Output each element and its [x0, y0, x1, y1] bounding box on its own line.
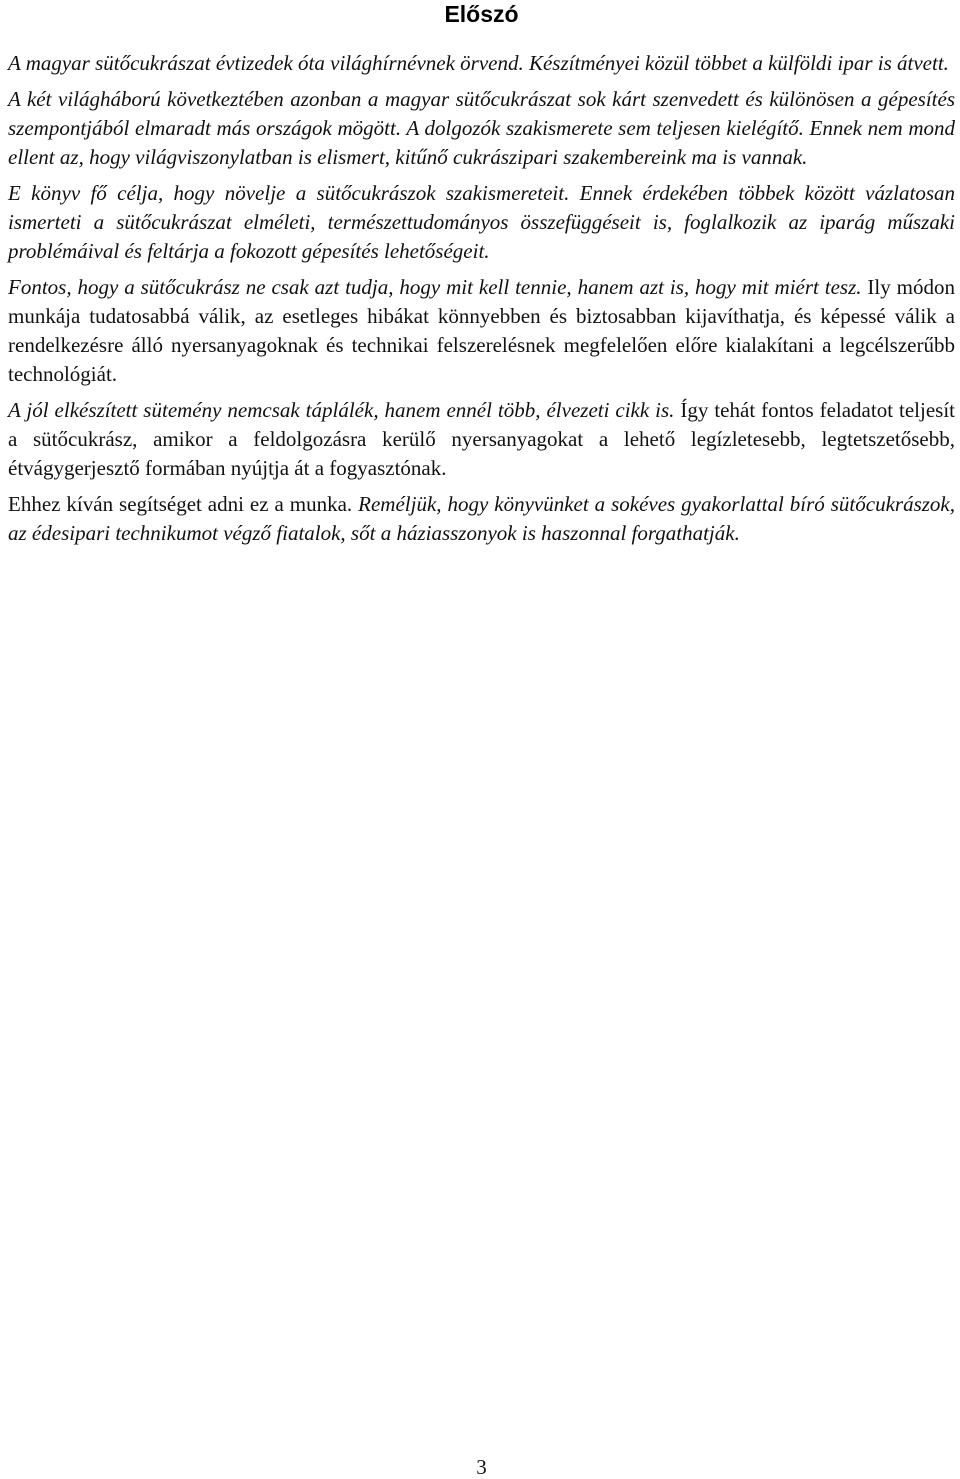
- paragraph-2: [8, 85, 955, 172]
- page-title: Előszó: [444, 1, 519, 27]
- paragraph-3-segment-1: E könyv fő célja, hogy növelje a sütőcukrászok szakismereteit.: [8, 181, 570, 205]
- paragraph-5-segment-1: A jól elkészített sütemény nemcsak táplálék, hanem ennél több, élvezeti cikk is.: [8, 398, 675, 422]
- paragraph-6: [8, 490, 955, 548]
- paragraph-1: [8, 49, 955, 78]
- page-number: 3: [476, 1455, 487, 1479]
- paragraph-4-segment-2: Ily módon munkája tudatosabbá válik, az esetleges hibákat könnyebben és biztosabban kijavíthatja, és képessé válik a rendelkezésre álló nyersanyagoknak és technikai felszerelésnek megfelelően előre kialakítani a legcélszerűbb technológiát.: [8, 275, 955, 386]
- document-page: [8, 0, 955, 1478]
- paragraph-3: [8, 179, 955, 266]
- paragraph-6-segment-2: Reméljük, hogy könyvünket a sokéves gyakorlattal bíró sütőcukrászok, az édesipari technikumot végző fiatalok, sőt a háziasszonyok is haszonnal forgathatják.: [8, 492, 955, 545]
- paragraph-4-segment-1: Fontos, hogy a sütőcukrász ne csak azt tudja, hogy mit kell tennie, hanem azt is, hogy mit miért tesz.: [8, 275, 862, 299]
- paragraph-3-segment-2: Ennek érdekében többek között vázlatosan ismerteti a sütőcukrászat elméleti, természettudományos összefüggéseit is, foglalkozik az iparág műszaki problémáival és feltárja a fokozott gépesítés lehetőségeit.: [8, 181, 955, 263]
- paragraph-5-segment-2: Így tehát fontos feladatot teljesít a sütőcukrász, amikor a feldolgozásra kerülő nyersanyagokat a lehető legízletesebb, legtetszetősebb, étvágygerjesztő formában nyújtja át a fogyasztónak.: [8, 398, 955, 480]
- body-text: [8, 49, 955, 555]
- paragraph-6-segment-1: Ehhez kíván segítséget adni ez a munka.: [8, 492, 353, 516]
- paragraph-5: [8, 396, 955, 483]
- paragraph-4: [8, 273, 955, 389]
- paragraph-1-segment-1: A magyar sütőcukrászat évtizedek óta világhírnévnek örvend. Készítményei közül többet a külföldi ipar is átvett.: [8, 51, 949, 75]
- paragraph-2-segment-1: A két világháború következtében azonban a magyar sütőcukrászat sok kárt szenvedett és különösen a gépesítés szempontjából elmaradt más országok mögött. A dolgozók szakismerete sem teljesen kielégítő. Ennek nem mond ellent az, hogy világviszonylatban is elismert, kitűnő cukrászipari szakembereink ma is vannak.: [8, 87, 955, 169]
